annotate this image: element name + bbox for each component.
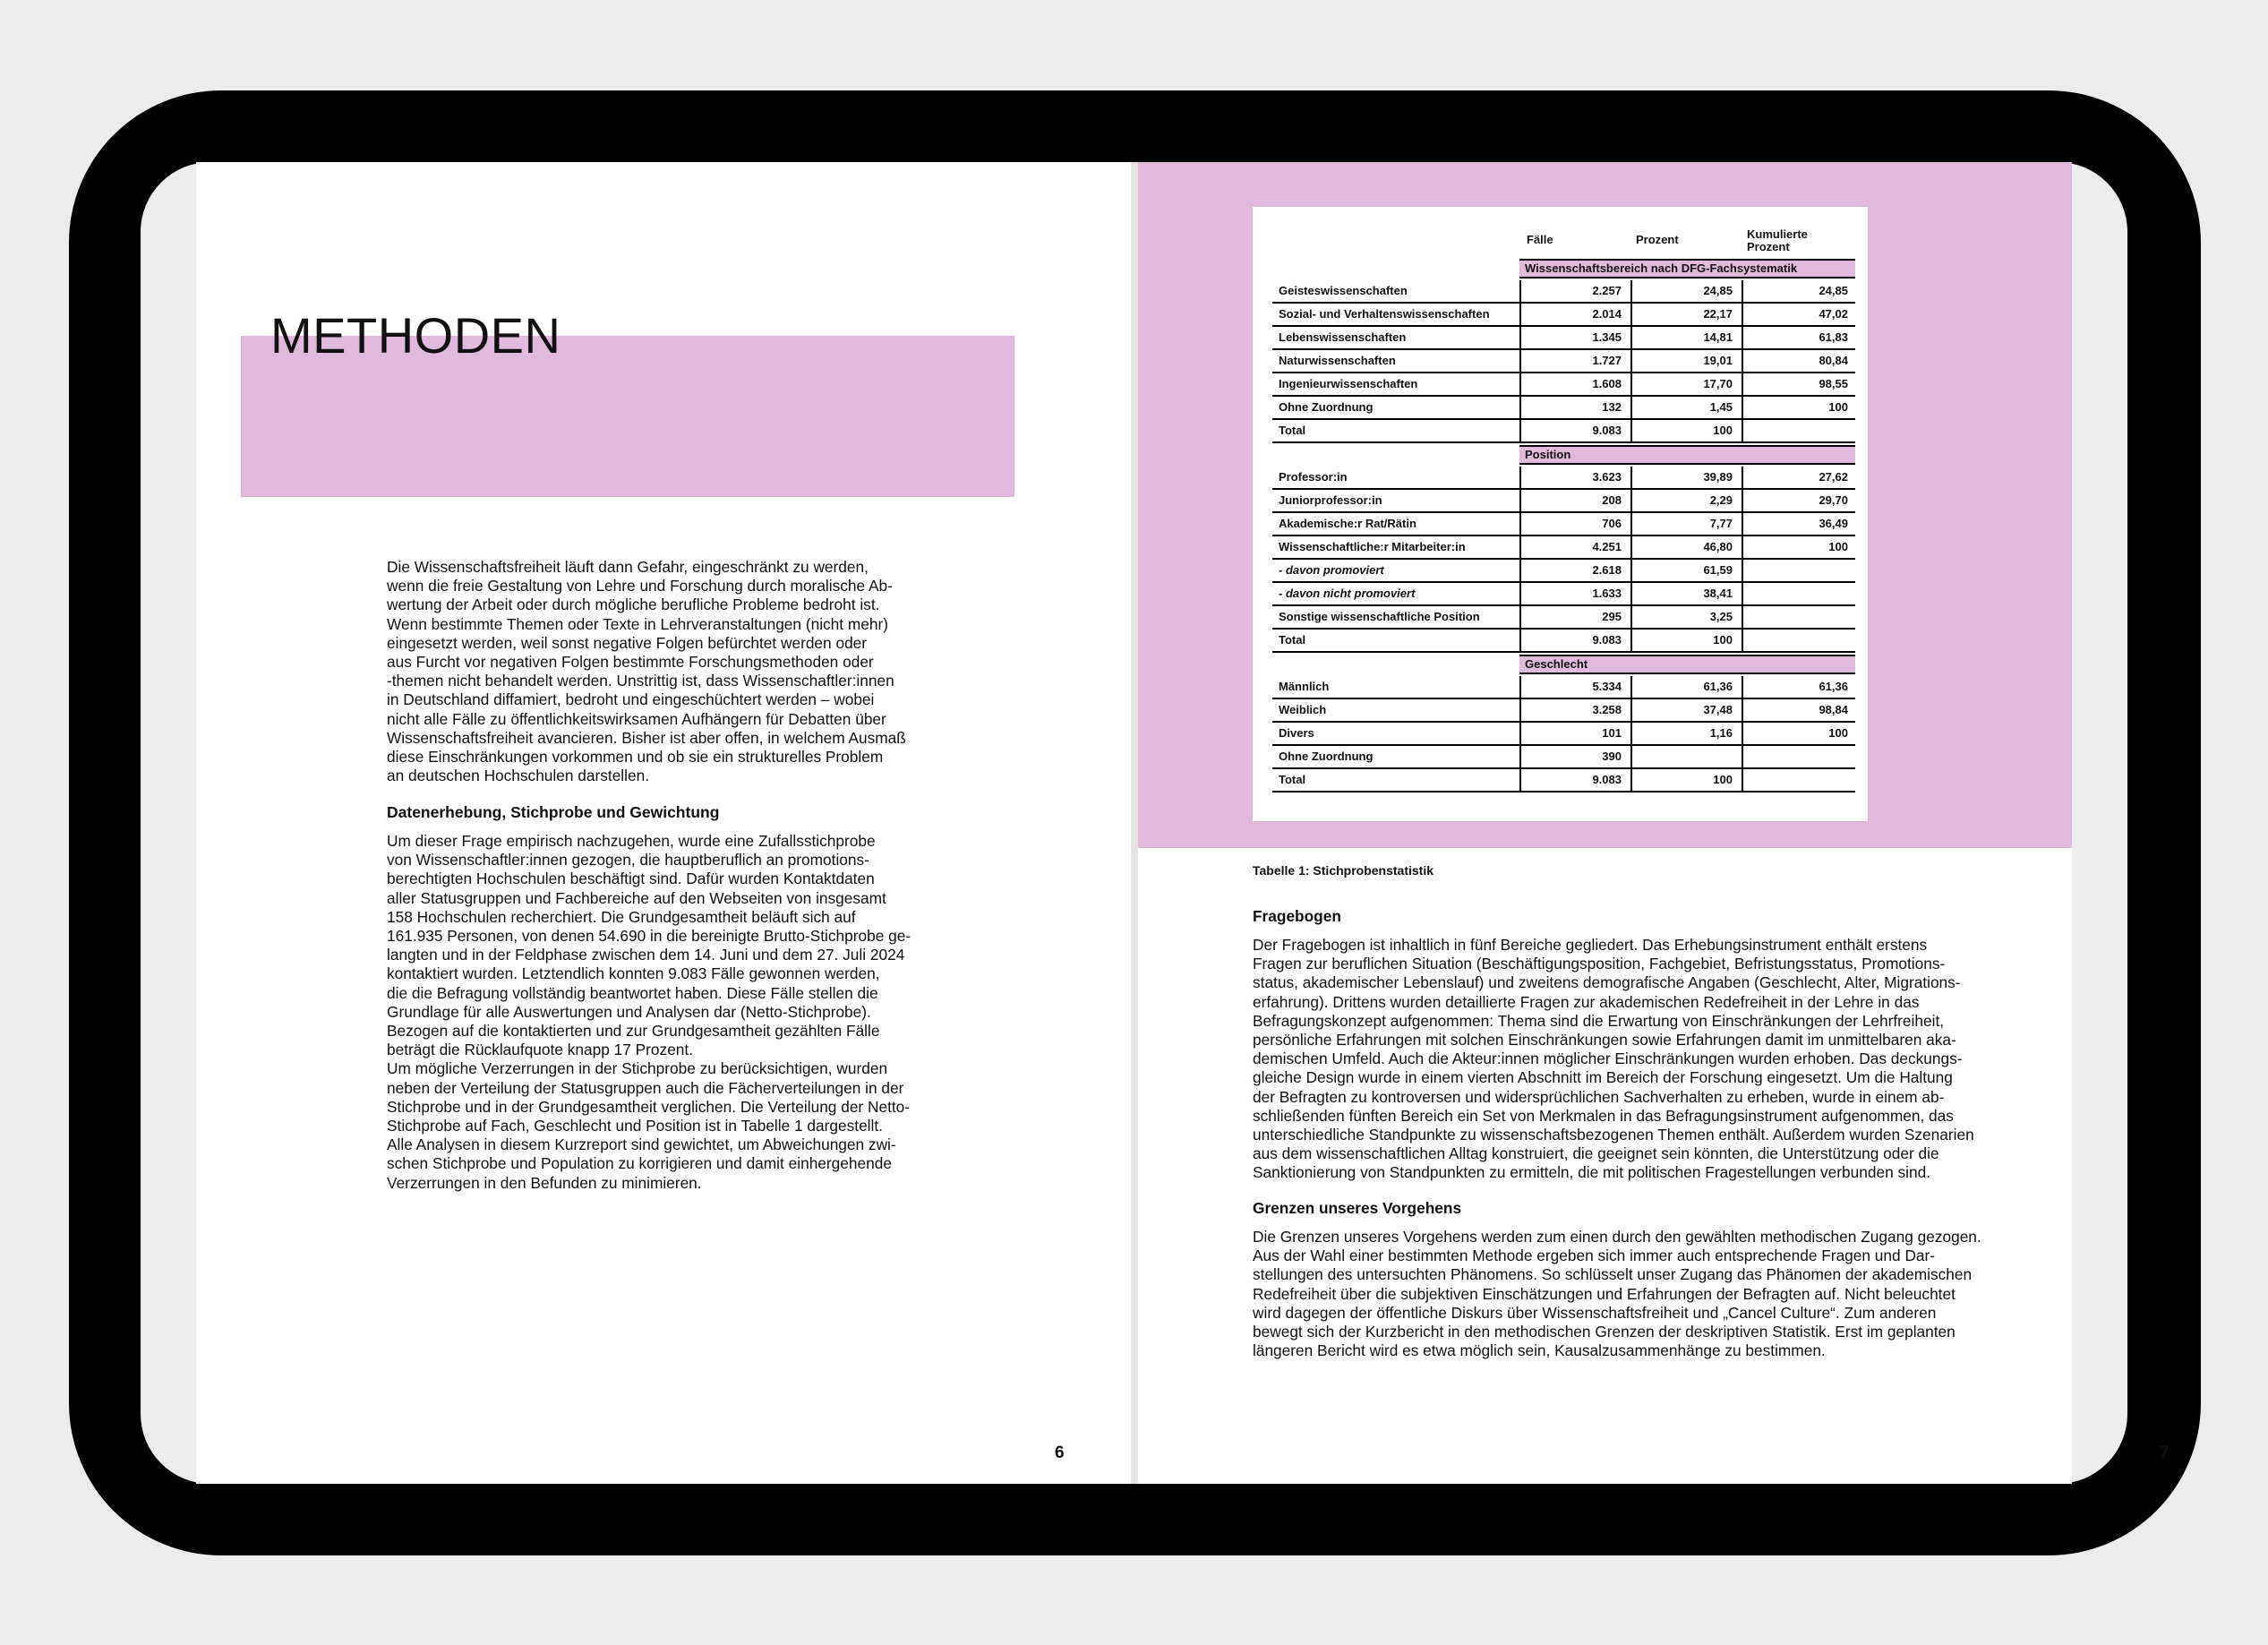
row-label: Divers — [1279, 726, 1314, 740]
cell-faelle: 1.727 — [1519, 350, 1629, 372]
text-line: eingesetzt werden, weil sonst negative Folgen befürchtet werden oder — [387, 633, 868, 652]
text-line: Redefreiheit über die subjektiven Einschätzungen und Erfahrungen der Befragten auf. Nicht beleuchtet — [1253, 1284, 1956, 1303]
text-line: wird dagegen der öffentliche Diskurs über Wissenschaftsfreiheit und „Cancel Culture“. Zum anderen — [1253, 1303, 1937, 1322]
row-label: Ohne Zuordnung — [1279, 400, 1374, 414]
cell-kumuliert: 36,49 — [1742, 513, 1855, 535]
row-label: Total — [1279, 633, 1306, 647]
heading-grenzen: Grenzen unseres Vorgehens — [1253, 1199, 1462, 1217]
intro-paragraph — [387, 558, 946, 785]
text-line: schen Stichprobe und Population zu korrigieren und damit einhergehende — [387, 1154, 892, 1173]
cell-kumuliert: 29,70 — [1742, 490, 1855, 511]
table-row — [1272, 304, 1855, 327]
cell-kumuliert — [1742, 560, 1855, 581]
cell-faelle: 9.083 — [1519, 420, 1629, 441]
cell-prozent: 17,70 — [1630, 373, 1740, 395]
header-faelle: Fälle — [1527, 233, 1553, 246]
cell-prozent: 100 — [1630, 630, 1740, 651]
header-prozent: Prozent — [1636, 233, 1679, 246]
fragebogen-paragraph — [1253, 936, 2032, 1183]
cell-kumuliert: 80,84 — [1742, 350, 1855, 372]
row-label: Sozial- und Verhaltenswissenschaften — [1279, 307, 1490, 321]
cell-prozent: 46,80 — [1630, 536, 1740, 558]
cell-faelle: 9.083 — [1519, 630, 1629, 651]
text-line: Der Fragebogen ist inhaltlich in fünf Bereiche gegliedert. Das Erhebungsinstrument enthält erstens — [1253, 936, 1928, 954]
cell-faelle: 2.257 — [1519, 280, 1629, 302]
cell-kumuliert — [1742, 630, 1855, 651]
table-row — [1272, 746, 1855, 769]
cell-prozent: 22,17 — [1630, 304, 1740, 325]
table-row — [1272, 490, 1855, 513]
row-label: Geisteswissenschaften — [1279, 284, 1408, 297]
cell-kumuliert: 100 — [1742, 723, 1855, 744]
text-line: Alle Analysen in diesem Kurzreport sind gewichtet, um Abweichungen zwi- — [387, 1135, 896, 1154]
text-line: wenn die freie Gestaltung von Lehre und Forschung durch moralische Ab- — [387, 577, 893, 595]
row-label: Akademische:r Rat/Rätin — [1279, 517, 1416, 530]
cell-kumuliert: 61,83 — [1742, 327, 1855, 348]
cell-prozent: 14,81 — [1630, 327, 1740, 348]
text-line: Aus der Wahl einer bestimmten Methode ergeben sich immer auch entsprechende Fragen und Dar- — [1253, 1247, 1936, 1265]
table-row — [1272, 723, 1855, 746]
text-line: unterschiedliche Standpunkte zu wissenschaftsbezogenen Themen enthält. Außerdem wurden Szenarien — [1253, 1126, 1974, 1144]
row-label: Professor:in — [1279, 470, 1348, 484]
cell-faelle: 132 — [1519, 397, 1629, 418]
text-line: persönliche Erfahrungen mit solchen Einschränkungen sowie Erfahrungen damit im unmittelbaren aka- — [1253, 1031, 1956, 1050]
row-label: Männlich — [1279, 680, 1330, 693]
cell-kumuliert: 98,84 — [1742, 699, 1855, 721]
cell-kumuliert: 47,02 — [1742, 304, 1855, 325]
text-line: an deutschen Hochschulen darstellen. — [387, 767, 650, 785]
row-label: Lebenswissenschaften — [1279, 330, 1407, 344]
text-line: Stichprobe auf Fach, Geschlecht und Position ist in Tabelle 1 dargestellt. — [387, 1117, 883, 1135]
text-line: aus dem wissenschaftlichen Alltag konstruiert, die geeignet sein könnten, die Unterstützung oder die — [1253, 1144, 1939, 1163]
header-kumuliert-line2: Prozent — [1747, 240, 1790, 253]
page-title: METHODEN — [270, 307, 561, 364]
text-line: Verzerrungen in den Befunden zu minimieren. — [387, 1173, 702, 1192]
cell-prozent: 39,89 — [1630, 467, 1740, 488]
cell-kumuliert — [1742, 583, 1855, 604]
text-line: Stichprobe und in der Grundgesamtheit verglichen. Die Verteilung der Netto- — [387, 1097, 911, 1116]
cell-kumuliert: 100 — [1742, 397, 1855, 418]
table-section-header: Wissenschaftsbereich nach DFG-Fachsystematik — [1519, 259, 1855, 278]
cell-kumuliert: 27,62 — [1742, 467, 1855, 488]
row-label: Wissenschaftliche:r Mitarbeiter:in — [1279, 540, 1466, 553]
page-left — [196, 162, 1131, 1484]
grenzen-paragraph — [1253, 1228, 2032, 1360]
method-paragraph — [387, 832, 946, 1193]
cell-faelle: 208 — [1519, 490, 1629, 511]
cell-faelle: 101 — [1519, 723, 1629, 744]
text-line: Die Grenzen unseres Vorgehens werden zum einen durch den gewählten methodischen Zugang gezogen. — [1253, 1228, 1981, 1246]
cell-faelle: 3.623 — [1519, 467, 1629, 488]
cell-kumuliert — [1742, 769, 1855, 791]
text-line: wertung der Arbeit oder durch mögliche berufliche Probleme bedroht ist. — [387, 595, 880, 614]
text-line: kontaktiert wurden. Letztendlich konnten 9.083 Fälle gewonnen werden, — [387, 964, 880, 983]
text-line: berechtigten Hochschulen beschäftigt sind. Dafür wurden Kontaktdaten — [387, 870, 875, 888]
tablet-screen — [141, 162, 2170, 1484]
table-row — [1272, 420, 1855, 443]
cell-faelle: 1.608 — [1519, 373, 1629, 395]
text-line: Die Wissenschaftsfreiheit läuft dann Gefahr, eingeschränkt zu werden, — [387, 558, 869, 576]
table-row — [1272, 699, 1855, 723]
table-section-header: Position — [1519, 445, 1855, 465]
table-row — [1272, 606, 1855, 630]
row-label: Total — [1279, 424, 1306, 437]
text-line: Fragen zur beruflichen Situation (Beschäftigungsposition, Fachgebiet, Befristungsstatus, Promotions- — [1253, 955, 1946, 973]
table-row — [1272, 536, 1855, 560]
header-kumuliert-line1: Kumulierte — [1747, 227, 1808, 241]
cell-faelle: 5.334 — [1519, 676, 1629, 698]
text-line: erfahrung). Drittens wurden detaillierte Fragen zur akademischen Redefreiheit in der Lehre in das — [1253, 992, 1920, 1011]
text-line: der Befragten zu kontroversen und widersprüchlichen Sachverhalten zu erheben, wurde in einem ab- — [1253, 1087, 1945, 1106]
text-line: status, akademischer Lebenslauf) und zweitens demografische Angaben (Geschlecht, Alter, Migrations- — [1253, 973, 1961, 992]
text-line: Sanktionierung von Standpunkten zu ermitteln, die mit politischen Fragestellungen verbunden sind. — [1253, 1163, 1930, 1182]
row-label: Juniorprofessor:in — [1279, 493, 1382, 507]
text-line: -themen nicht behandelt werden. Unstrittig ist, dass Wissenschaftler:innen — [387, 672, 894, 690]
row-label: Weiblich — [1279, 703, 1327, 716]
cell-kumuliert: 61,36 — [1742, 676, 1855, 698]
cell-kumuliert — [1742, 606, 1855, 628]
cell-prozent — [1630, 746, 1740, 767]
text-line: bewegt sich der Kurzbericht in den methodischen Grenzen der deskriptiven Statistik. Erst im geplanten — [1253, 1323, 1956, 1341]
cell-kumuliert — [1742, 746, 1855, 767]
text-line: diese Einschränkungen vorkommen und ob sie ein strukturelles Problem — [387, 748, 884, 767]
cell-prozent: 100 — [1630, 769, 1740, 791]
text-line: Um mögliche Verzerrungen in der Stichprobe zu berücksichtigen, wurden — [387, 1059, 888, 1078]
cell-faelle: 390 — [1519, 746, 1629, 767]
text-line: Um dieser Frage empirisch nachzugehen, wurde eine Zufallsstichprobe — [387, 832, 876, 850]
cell-faelle: 1.633 — [1519, 583, 1629, 604]
cell-faelle: 4.251 — [1519, 536, 1629, 558]
row-label: Naturwissenschaften — [1279, 354, 1396, 367]
text-line: längeren Bericht wird es etwa möglich sein, Kausalzusammenhänge zu bestimmen. — [1253, 1341, 1826, 1360]
text-line: demischen Umfeld. Auch die Akteur:innen möglicher Einschränkungen wurden erhoben. Das deckungs- — [1253, 1050, 1963, 1068]
row-label: Ohne Zuordnung — [1279, 750, 1374, 763]
table-row — [1272, 467, 1855, 490]
table-section-header: Geschlecht — [1519, 655, 1855, 674]
text-line: stellungen des untersuchten Phänomens. So schlüsselt unser Zugang das Phänomen der akademischen — [1253, 1265, 1973, 1284]
text-line: Wenn bestimmte Themen oder Texte in Lehrveranstaltungen (nicht mehr) — [387, 614, 889, 633]
statistics-table — [1253, 207, 1868, 821]
cell-prozent: 2,29 — [1630, 490, 1740, 511]
table-row — [1272, 280, 1855, 304]
row-label: Sonstige wissenschaftliche Position — [1279, 610, 1480, 623]
row-label: - davon nicht promoviert — [1279, 587, 1416, 600]
page-gutter — [1131, 162, 1138, 1484]
cell-kumuliert: 98,55 — [1742, 373, 1855, 395]
cell-faelle: 2.014 — [1519, 304, 1629, 325]
cell-faelle: 295 — [1519, 606, 1629, 628]
page-number-right: 7 — [2160, 1444, 2170, 1462]
table-row — [1272, 350, 1855, 373]
table-row — [1272, 373, 1855, 397]
cell-prozent: 1,16 — [1630, 723, 1740, 744]
text-line: schließenden fünften Bereich ein Set von Merkmalen in das Befragungsinstrument aufgenommen, das — [1253, 1106, 1954, 1125]
table-row — [1272, 676, 1855, 699]
text-line: in Deutschland diffamiert, bedroht und eingeschüchtert werden – wobei — [387, 690, 875, 709]
table-row — [1272, 327, 1855, 350]
row-label: Total — [1279, 773, 1306, 786]
text-line: beträgt die Rücklaufquote knapp 17 Prozent. — [387, 1041, 694, 1059]
row-label: - davon promoviert — [1279, 563, 1384, 577]
row-label: Ingenieurwissenschaften — [1279, 377, 1418, 390]
subheading-datenerhebung: Datenerhebung, Stichprobe und Gewichtung — [387, 803, 720, 821]
cell-kumuliert — [1742, 420, 1855, 441]
text-line: 158 Hochschulen recherchiert. Die Grundgesamtheit beläuft sich auf — [387, 907, 856, 926]
text-line: gleiche Design wurde in einem vierten Abschnitt im Bereich der Forschung eingesetzt. Um die Haltung — [1253, 1068, 1953, 1087]
text-line: die die Befragung vollständig beantwortet haben. Diese Fälle stellen die — [387, 983, 878, 1002]
table-row — [1272, 769, 1855, 793]
text-line: Grundlage für alle Auswertungen und Analysen dar (Netto-Stichprobe). — [387, 1002, 871, 1021]
text-line: aller Statusgruppen und Fachbereiche auf den Webseiten von insgesamt — [387, 888, 886, 907]
text-line: Bezogen auf die kontaktierten und zur Grundgesamtheit gezählten Fälle — [387, 1022, 880, 1041]
cell-faelle: 2.618 — [1519, 560, 1629, 581]
text-line: von Wissenschaftler:innen gezogen, die hauptberuflich an promotions- — [387, 851, 869, 870]
table-row — [1272, 513, 1855, 536]
table-caption: Tabelle 1: Stichprobenstatistik — [1253, 863, 1434, 878]
cell-faelle: 3.258 — [1519, 699, 1629, 721]
table-row — [1272, 583, 1855, 606]
cell-prozent: 24,85 — [1630, 280, 1740, 302]
page-right — [1138, 162, 2170, 1484]
heading-fragebogen: Fragebogen — [1253, 907, 1341, 925]
text-line: Befragungskonzept aufgenommen: Thema sind die Erwartung von Einschränkungen der Lehrfreiheit, — [1253, 1011, 1945, 1030]
cell-faelle: 9.083 — [1519, 769, 1629, 791]
table-row — [1272, 560, 1855, 583]
table-row — [1272, 397, 1855, 420]
cell-prozent: 37,48 — [1630, 699, 1740, 721]
cell-prozent: 100 — [1630, 420, 1740, 441]
cell-faelle: 1.345 — [1519, 327, 1629, 348]
header-kumuliert — [1747, 228, 1808, 253]
text-line: Wissenschaftsfreiheit avancieren. Bisher ist aber offen, in welchem Ausmaß — [387, 728, 906, 747]
text-line: neben der Verteilung der Statusgruppen auch die Fächerverteilungen in der — [387, 1078, 904, 1097]
text-line: aus Furcht vor negativen Folgen bestimmte Forschungsmethoden oder — [387, 653, 874, 672]
cell-prozent: 7,77 — [1630, 513, 1740, 535]
cell-prozent: 19,01 — [1630, 350, 1740, 372]
text-line: nicht alle Fälle zu öffentlichkeitswirksamen Aufhängern für Debatten über — [387, 709, 886, 728]
cell-kumuliert: 24,85 — [1742, 280, 1855, 302]
cell-prozent: 61,36 — [1630, 676, 1740, 698]
text-line: 161.935 Personen, von denen 54.690 in die bereinigte Brutto-Stichprobe ge- — [387, 927, 911, 946]
cell-faelle: 706 — [1519, 513, 1629, 535]
page-number-left: 6 — [1055, 1444, 1065, 1462]
table-row — [1272, 630, 1855, 653]
cell-kumuliert: 100 — [1742, 536, 1855, 558]
text-line: langten und in der Feldphase zwischen dem 14. Juni und dem 27. Juli 2024 — [387, 946, 905, 964]
cell-prozent: 38,41 — [1630, 583, 1740, 604]
table-panel — [1138, 162, 2072, 848]
cell-prozent: 1,45 — [1630, 397, 1740, 418]
cell-prozent: 61,59 — [1630, 560, 1740, 581]
cell-prozent: 3,25 — [1630, 606, 1740, 628]
